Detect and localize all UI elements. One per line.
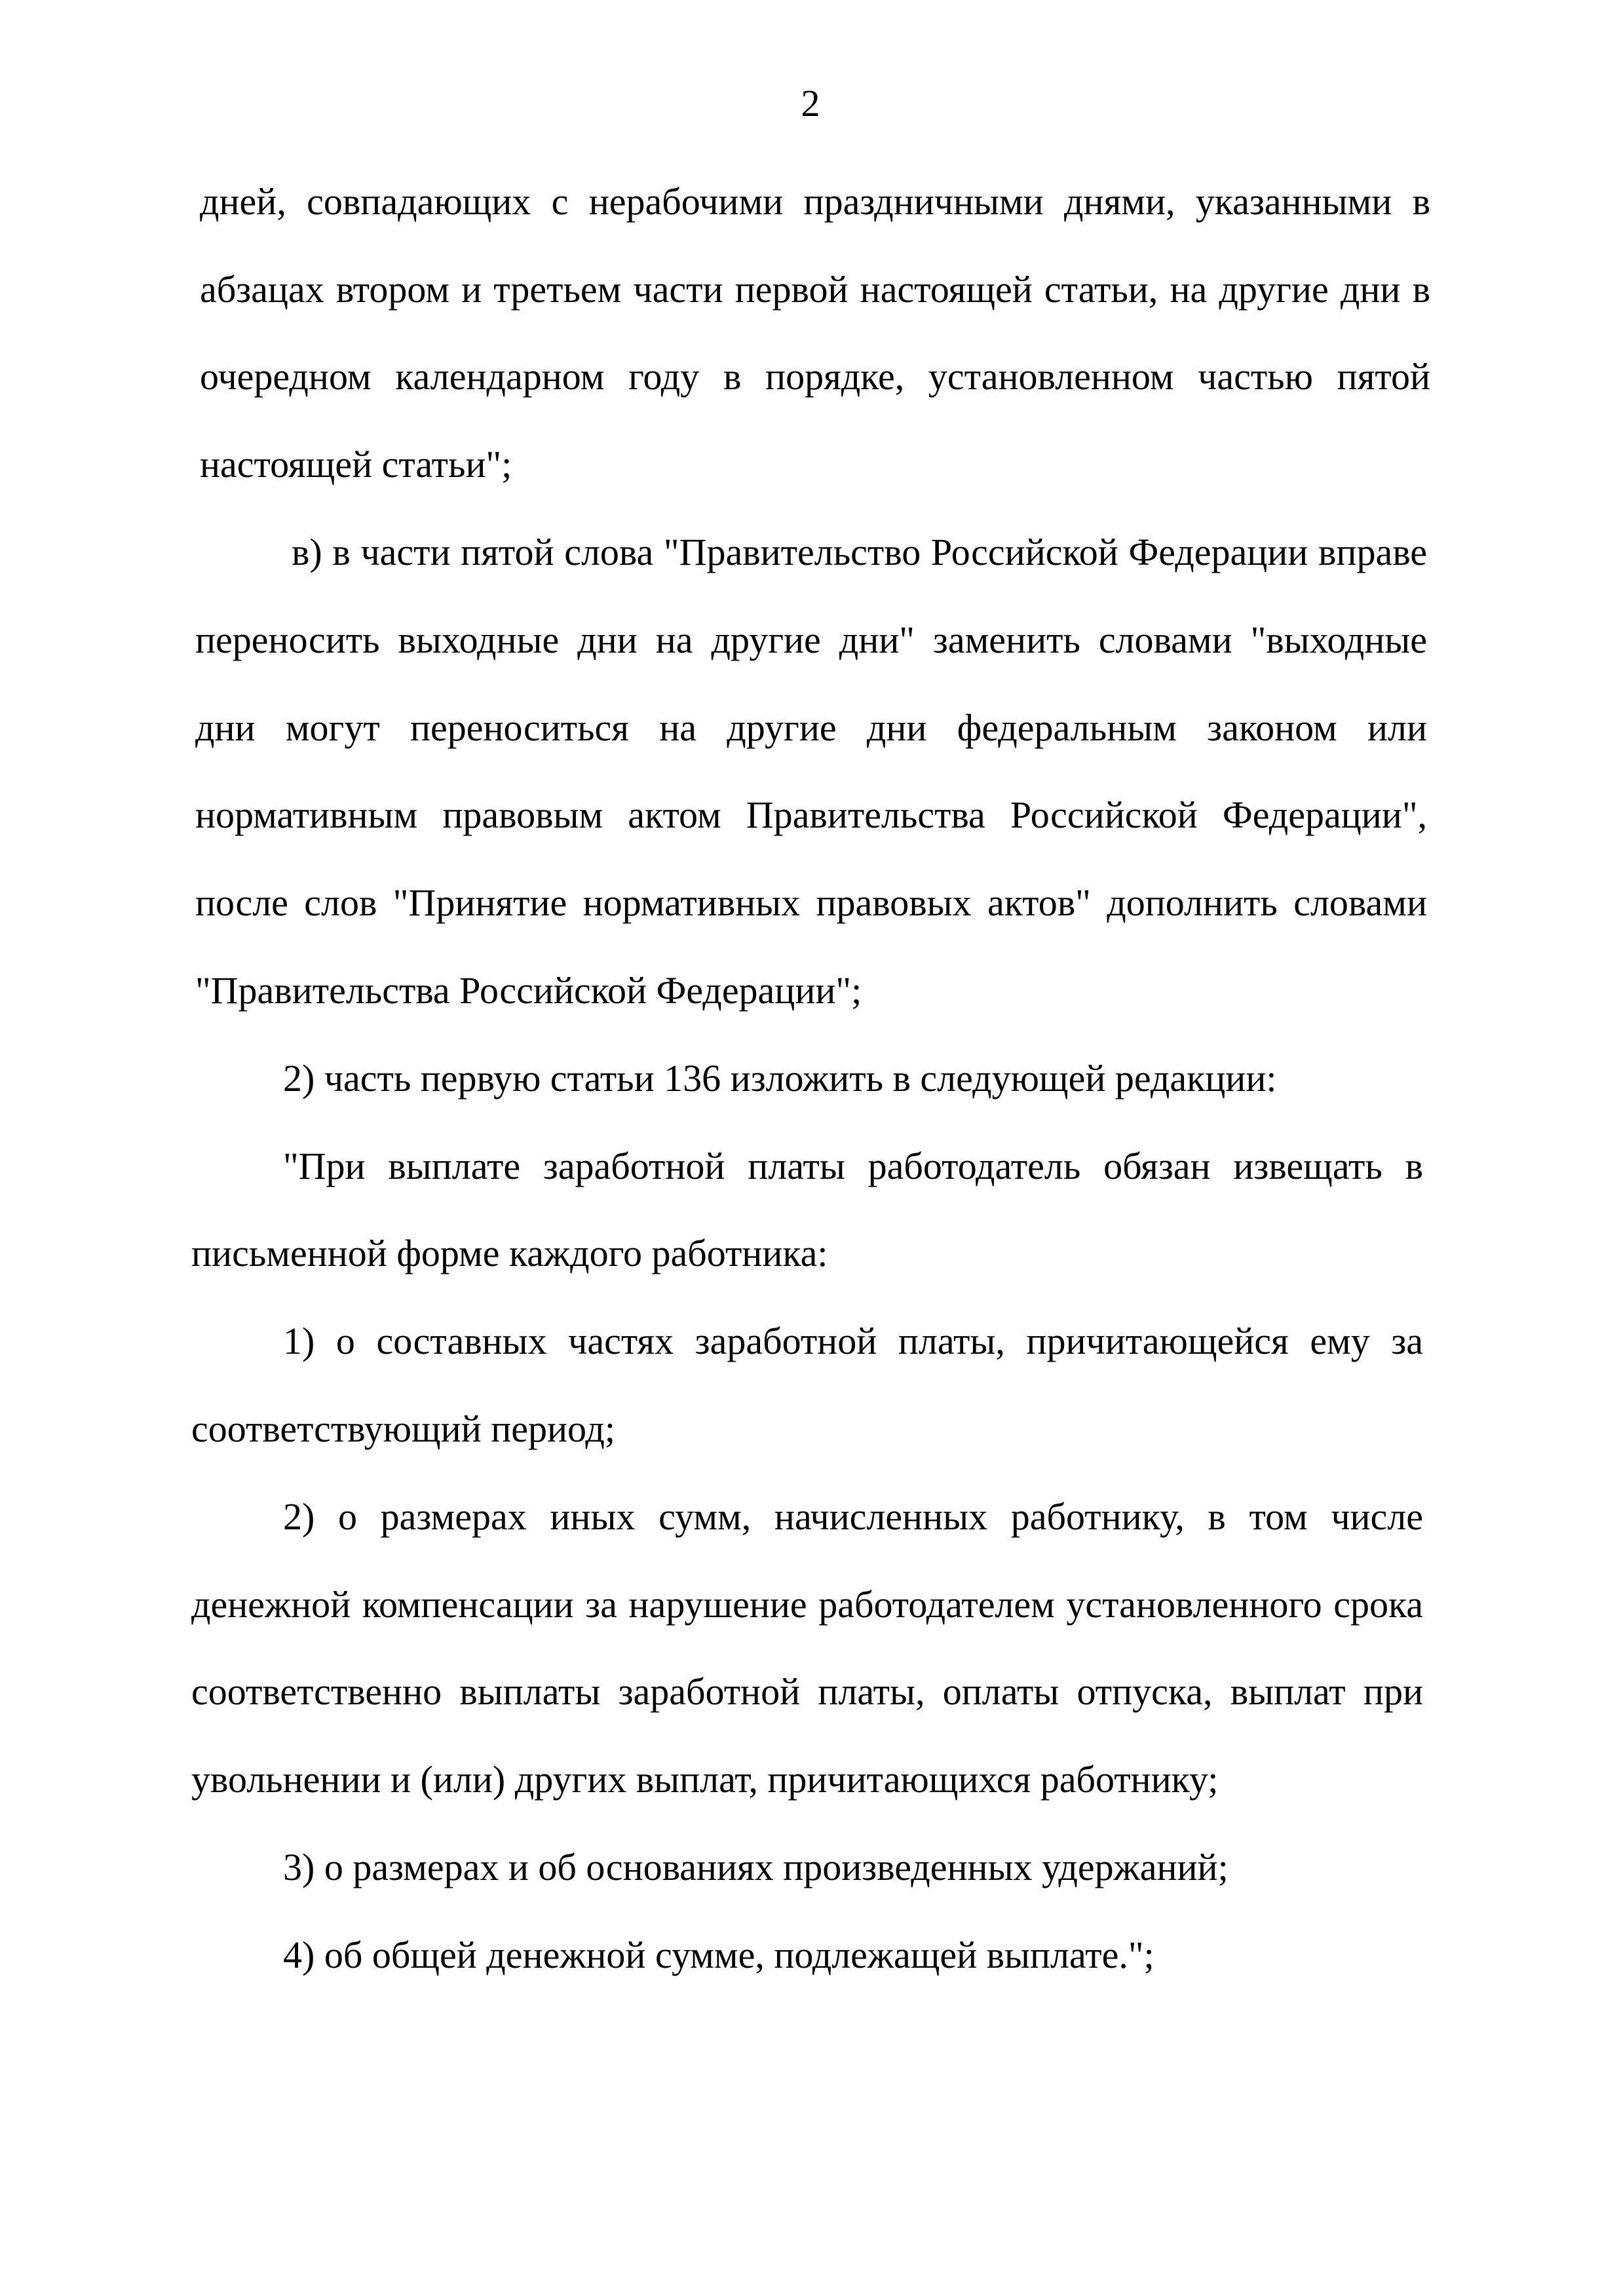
text-line: очередном календарном году в порядке, установленном частью пятой	[200, 355, 1430, 398]
text-line: дни могут переноситься на другие дни федеральным законом или	[195, 706, 1427, 749]
text-line: увольнении и (или) других выплат, причитающихся работнику;	[191, 1758, 1219, 1801]
text-line: переносить выходные дни на другие дни" заменить словами "выходные	[195, 619, 1427, 661]
text-line: дней, совпадающих с нерабочими праздничными днями, указанными в	[200, 180, 1430, 223]
text-line: соответствующий период;	[191, 1407, 616, 1450]
text-line: соответственно выплаты заработной платы, оплаты отпуска, выплат при	[191, 1670, 1423, 1713]
text-line: письменной форме каждого работника:	[191, 1232, 828, 1274]
text-line: "Правительства Российской Федерации";	[195, 969, 862, 1012]
text-line: 2) о размерах иных сумм, начисленных работнику, в том числе	[283, 1495, 1423, 1538]
text-line: 1) о составных частях заработной платы, причитающейся ему за	[283, 1320, 1423, 1362]
text-line: денежной компенсации за нарушение работодателем установленного срока	[191, 1583, 1423, 1626]
text-line: "При выплате заработной платы работодатель обязан извещать в	[283, 1145, 1423, 1187]
text-line: нормативным правовым актом Правительства Российской Федерации",	[195, 794, 1427, 836]
text-line: в) в части пятой слова "Правительство Российской Федерации вправе	[292, 531, 1427, 573]
text-line: настоящей статьи";	[200, 443, 512, 486]
text-line: 3) о размерах и об основаниях произведенных удержаний;	[283, 1846, 1229, 1888]
text-line: 2) часть первую статьи 136 изложить в следующей редакции:	[283, 1057, 1277, 1100]
page-number: 2	[801, 82, 820, 124]
text-line: 4) об общей денежной сумме, подлежащей выплате.";	[283, 1934, 1154, 1976]
text-line: абзацах втором и третьем части первой настоящей статьи, на другие дни в	[200, 268, 1430, 311]
text-line: после слов "Принятие нормативных правовых актов" дополнить словами	[195, 881, 1427, 924]
